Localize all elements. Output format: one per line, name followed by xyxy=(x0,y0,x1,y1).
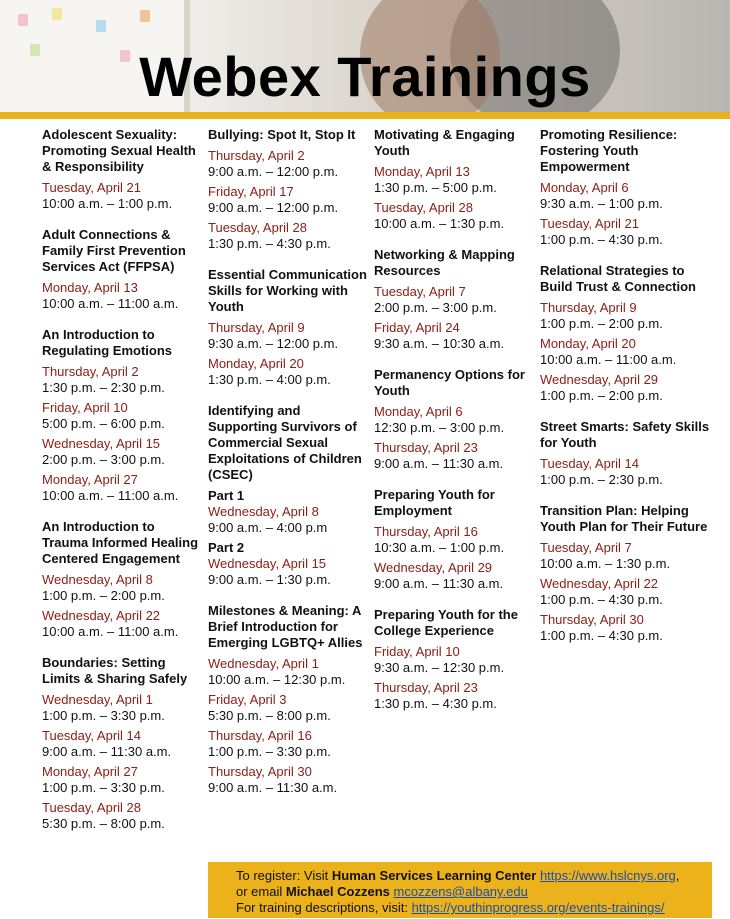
session-date: Friday, April 3 xyxy=(208,692,287,707)
session-time: 9:00 a.m. – 11:30 a.m. xyxy=(374,576,504,591)
course-column-2 xyxy=(208,127,368,811)
session-date: Monday, April 20 xyxy=(208,356,304,371)
session-time: 1:00 p.m. – 4:30 p.m. xyxy=(540,232,663,247)
session-date: Wednesday, April 1 xyxy=(42,692,153,707)
course-column-3 xyxy=(374,127,534,727)
session-part-label: Part 2 xyxy=(208,540,245,555)
session-time: 1:30 p.m. – 2:30 p.m. xyxy=(42,380,165,395)
footer-text: For training descriptions, visit: xyxy=(236,900,412,915)
session-time: 1:30 p.m. – 5:00 p.m. xyxy=(374,180,497,195)
course-title: Milestones & Meaning: A Brief Introduction for Emerging LGBTQ+ Allies xyxy=(208,603,363,650)
session-date: Thursday, April 2 xyxy=(42,364,139,379)
course-title: Relational Strategies to Build Trust & Connection xyxy=(540,263,696,294)
session-date: Wednesday, April 8 xyxy=(208,504,319,519)
session-date: Wednesday, April 29 xyxy=(540,372,659,387)
session-time: 10:30 a.m. – 1:00 p.m. xyxy=(374,540,505,555)
session-date: Tuesday, April 7 xyxy=(540,540,632,555)
session-time: 1:30 p.m. – 4:30 p.m. xyxy=(208,236,331,251)
session-date: Thursday, April 16 xyxy=(208,728,312,743)
session-time: 2:00 p.m. – 3:00 p.m. xyxy=(374,300,497,315)
course-title: Essential Communication Skills for Working with Youth xyxy=(208,267,367,314)
session-date: Tuesday, April 14 xyxy=(42,728,141,743)
session-date: Wednesday, April 15 xyxy=(42,436,161,451)
session-time: 9:30 a.m. – 10:30 a.m. xyxy=(374,336,505,351)
course-title: Identifying and Supporting Survivors of Commercial Sexual Exploitations of Children (CSEC) xyxy=(208,403,362,482)
course-block xyxy=(374,607,534,712)
session-date: Tuesday, April 28 xyxy=(374,200,473,215)
course-block xyxy=(208,267,368,388)
session-date: Thursday, April 23 xyxy=(374,680,478,695)
footer-text: or email xyxy=(236,884,286,899)
header-banner xyxy=(0,0,730,118)
session-time: 1:30 p.m. – 4:30 p.m. xyxy=(374,696,497,711)
course-block xyxy=(540,127,710,248)
course-block xyxy=(374,367,534,472)
session-time: 9:30 a.m. – 12:30 p.m. xyxy=(374,660,505,675)
course-block xyxy=(42,327,202,504)
course-block xyxy=(374,487,534,592)
session-time: 9:30 a.m. – 12:00 p.m. xyxy=(208,336,339,351)
session-date: Monday, April 6 xyxy=(540,180,629,195)
descriptions-link[interactable]: https://youthinprogress.org/events-trainings/ xyxy=(411,900,665,915)
course-title: Street Smarts: Safety Skills for Youth xyxy=(540,419,710,450)
hslc-link[interactable]: https://www.hslcnys.org xyxy=(539,868,676,883)
course-title: Transition Plan: Helping Youth Plan for Their Future xyxy=(540,503,708,534)
course-title: An Introduction to Trauma Informed Healing Centered Engagement xyxy=(42,519,199,566)
session-time: 1:00 p.m. – 3:30 p.m. xyxy=(42,780,165,795)
session-date: Friday, April 10 xyxy=(42,400,128,415)
course-block xyxy=(374,127,534,232)
session-date: Wednesday, April 29 xyxy=(374,560,493,575)
session-time: 9:00 a.m. – 11:30 a.m. xyxy=(374,456,504,471)
session-time: 10:00 a.m. – 11:00 a.m. xyxy=(42,296,179,311)
accent-divider xyxy=(0,112,730,119)
session-date: Tuesday, April 21 xyxy=(42,180,141,195)
footer-line-register xyxy=(236,868,712,884)
session-date: Friday, April 10 xyxy=(374,644,460,659)
session-date: Wednesday, April 22 xyxy=(42,608,161,623)
course-title: Boundaries: Setting Limits & Sharing Safely xyxy=(42,655,188,686)
session-date: Wednesday, April 1 xyxy=(208,656,319,671)
session-date: Monday, April 13 xyxy=(374,164,470,179)
page-title: Webex Trainings xyxy=(139,45,591,108)
session-time: 9:30 a.m. – 1:00 p.m. xyxy=(540,196,663,211)
course-title: An Introduction to Regulating Emotions xyxy=(42,327,172,358)
course-title: Promoting Resilience: Fostering Youth Empowerment xyxy=(540,127,678,174)
session-time: 5:30 p.m. – 8:00 p.m. xyxy=(42,816,165,831)
course-block xyxy=(208,403,368,588)
session-time: 10:00 a.m. – 1:30 p.m. xyxy=(540,556,671,571)
course-block xyxy=(42,227,202,312)
session-time: 9:00 a.m. – 1:30 p.m. xyxy=(208,572,331,587)
session-time: 10:00 a.m. – 11:00 a.m. xyxy=(42,624,179,639)
session-time: 10:00 a.m. – 11:00 a.m. xyxy=(540,352,677,367)
footer-text: To register: Visit xyxy=(236,868,332,883)
session-date: Tuesday, April 14 xyxy=(540,456,639,471)
footer-line-descriptions xyxy=(236,900,712,916)
course-title: Permanency Options for Youth xyxy=(374,367,525,398)
session-time: 1:00 p.m. – 4:30 p.m. xyxy=(540,628,663,643)
footer-text: , xyxy=(675,868,680,883)
session-date: Thursday, April 9 xyxy=(540,300,637,315)
session-time: 5:30 p.m. – 8:00 p.m. xyxy=(208,708,331,723)
session-date: Thursday, April 9 xyxy=(208,320,305,335)
course-block xyxy=(374,247,534,352)
footer-line-email xyxy=(236,884,712,900)
session-time: 10:00 a.m. – 1:30 p.m. xyxy=(374,216,505,231)
course-column-4 xyxy=(540,127,710,659)
session-date: Thursday, April 2 xyxy=(208,148,305,163)
session-time: 1:00 p.m. – 3:30 p.m. xyxy=(208,744,331,759)
session-date: Wednesday, April 22 xyxy=(540,576,659,591)
email-link[interactable]: mcozzens@albany.edu xyxy=(393,884,528,899)
session-date: Thursday, April 23 xyxy=(374,440,478,455)
session-time: 10:00 a.m. – 11:00 a.m. xyxy=(42,488,179,503)
session-date: Tuesday, April 21 xyxy=(540,216,639,231)
session-date: Friday, April 24 xyxy=(374,320,460,335)
session-time: 9:00 a.m. – 12:00 p.m. xyxy=(208,164,339,179)
session-date: Friday, April 17 xyxy=(208,184,294,199)
session-date: Tuesday, April 28 xyxy=(42,800,141,815)
session-time: 9:00 a.m. – 11:30 a.m. xyxy=(208,780,338,795)
session-time: 2:00 p.m. – 3:00 p.m. xyxy=(42,452,165,467)
session-time: 10:00 a.m. – 12:30 p.m. xyxy=(208,672,346,687)
course-title: Preparing Youth for the College Experience xyxy=(374,607,518,638)
course-title: Motivating & Engaging Youth xyxy=(374,127,515,158)
session-date: Thursday, April 16 xyxy=(374,524,478,539)
session-time: 1:00 p.m. – 3:30 p.m. xyxy=(42,708,165,723)
course-title: Preparing Youth for Employment xyxy=(374,487,495,518)
session-part-label: Part 1 xyxy=(208,488,245,503)
session-date: Wednesday, April 15 xyxy=(208,556,327,571)
course-block xyxy=(208,603,368,796)
course-column-1 xyxy=(42,127,202,847)
session-time: 1:00 p.m. – 2:00 p.m. xyxy=(42,588,165,603)
course-title: Bullying: Spot It, Stop It xyxy=(208,127,356,142)
session-time: 9:00 a.m. – 4:00 p.m xyxy=(208,520,328,535)
session-date: Monday, April 27 xyxy=(42,472,138,487)
course-title: Adolescent Sexuality: Promoting Sexual Health & Responsibility xyxy=(42,127,196,174)
session-time: 1:00 p.m. – 4:30 p.m. xyxy=(540,592,663,607)
session-time: 12:30 p.m. – 3:00 p.m. xyxy=(374,420,505,435)
course-block xyxy=(540,503,710,644)
session-time: 5:00 p.m. – 6:00 p.m. xyxy=(42,416,165,431)
course-block xyxy=(42,519,202,640)
session-date: Thursday, April 30 xyxy=(208,764,312,779)
course-block xyxy=(208,127,368,252)
session-date: Monday, April 13 xyxy=(42,280,138,295)
course-block xyxy=(42,127,202,212)
contact-name: Michael Cozzens xyxy=(285,884,390,899)
registration-footer xyxy=(208,862,712,918)
session-date: Tuesday, April 28 xyxy=(208,220,307,235)
session-time: 1:00 p.m. – 2:30 p.m. xyxy=(540,472,663,487)
course-block xyxy=(540,263,710,404)
session-time: 1:00 p.m. – 2:00 p.m. xyxy=(540,388,663,403)
session-date: Monday, April 20 xyxy=(540,336,636,351)
course-title: Adult Connections & Family First Prevention Services Act (FFPSA) xyxy=(42,227,186,274)
course-block xyxy=(42,655,202,832)
session-date: Monday, April 27 xyxy=(42,764,138,779)
session-time: 10:00 a.m. – 1:00 p.m. xyxy=(42,196,173,211)
course-title: Networking & Mapping Resources xyxy=(374,247,515,278)
organization-name: Human Services Learning Center xyxy=(331,868,537,883)
session-time: 9:00 a.m. – 11:30 a.m. xyxy=(42,744,172,759)
session-time: 1:30 p.m. – 4:00 p.m. xyxy=(208,372,331,387)
course-block xyxy=(540,419,710,488)
session-date: Wednesday, April 8 xyxy=(42,572,153,587)
session-date: Thursday, April 30 xyxy=(540,612,644,627)
session-time: 9:00 a.m. – 12:00 p.m. xyxy=(208,200,339,215)
session-date: Monday, April 6 xyxy=(374,404,463,419)
session-date: Tuesday, April 7 xyxy=(374,284,466,299)
session-time: 1:00 p.m. – 2:00 p.m. xyxy=(540,316,663,331)
